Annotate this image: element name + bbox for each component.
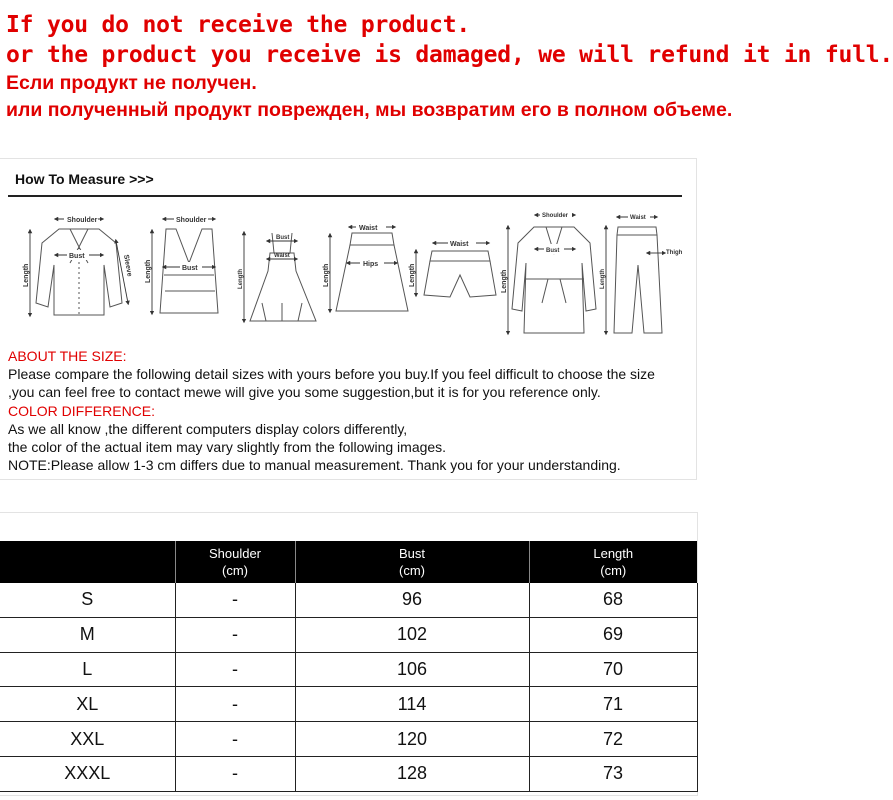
cell-size: M	[0, 617, 175, 652]
cell-bust: 96	[295, 583, 529, 617]
cell-shoulder: -	[175, 722, 295, 757]
cell-length: 72	[529, 722, 697, 757]
label-bust-6: Bust	[546, 248, 560, 254]
label-shoulder-1: Shoulder	[67, 217, 98, 224]
banner-line-2: or the product you receive is damaged, we will refund it in full.	[6, 42, 893, 68]
about-size-line-1: Please compare the following detail sizes with yours before you buy.If you feel difficult to choose the size	[8, 366, 655, 383]
cell-shoulder: -	[175, 583, 295, 617]
title-divider	[8, 195, 682, 197]
header-bust: Bust (cm)	[295, 541, 529, 583]
table-row	[0, 652, 697, 687]
cell-bust: 114	[295, 687, 529, 722]
color-difference-line-1: As we all know ,the different computers display colors differently,	[8, 420, 408, 437]
cell-size: XXL	[0, 722, 175, 757]
color-difference-heading: COLOR DIFFERENCE:	[8, 402, 156, 419]
measurement-diagrams	[4, 203, 694, 343]
cell-length: 68	[529, 583, 697, 617]
cell-size: XXXL	[0, 756, 175, 791]
label-shoulder-6: Shoulder	[542, 213, 569, 219]
label-bust-1: Bust	[69, 253, 85, 260]
refund-banner	[6, 10, 893, 124]
label-length-3: Length	[238, 269, 244, 289]
header-shoulder: Shoulder (cm)	[175, 541, 295, 583]
cell-length: 71	[529, 687, 697, 722]
skirt-diagram	[336, 233, 408, 311]
label-length-6: Length	[501, 269, 508, 293]
banner-line-3: Если продукт не получен.	[6, 72, 257, 94]
table-row	[0, 687, 697, 722]
label-thigh-7: Thigh	[666, 250, 683, 256]
label-length-1: Length	[23, 263, 30, 287]
cell-length: 69	[529, 617, 697, 652]
cell-shoulder: -	[175, 617, 295, 652]
cell-bust: 128	[295, 756, 529, 791]
label-length-7: Length	[600, 269, 606, 289]
shorts-diagram	[424, 251, 496, 297]
label-waist-4: Waist	[359, 225, 378, 232]
label-length-5: Length	[409, 263, 416, 287]
size-table	[0, 541, 698, 792]
how-to-measure-title: How To Measure >>>	[15, 171, 154, 187]
label-waist-7: Waist	[630, 215, 646, 221]
trousers-diagram	[614, 227, 662, 333]
about-size-heading: ABOUT THE SIZE:	[8, 348, 127, 364]
banner-line-4: или полученный продукт поврежден, мы возвратим его в полном объеме.	[6, 99, 733, 121]
cell-length: 70	[529, 652, 697, 687]
cell-bust: 120	[295, 722, 529, 757]
cell-bust: 106	[295, 652, 529, 687]
label-waist-5: Waist	[450, 241, 469, 248]
cell-shoulder: -	[175, 652, 295, 687]
label-bust-2: Bust	[182, 265, 198, 272]
cell-bust: 102	[295, 617, 529, 652]
header-size	[0, 541, 175, 583]
label-shoulder-2: Shoulder	[176, 217, 207, 224]
label-length-2: Length	[145, 259, 152, 283]
banner-line-1: If you do not receive the product.	[6, 12, 471, 38]
trench-coat-diagram	[512, 227, 596, 333]
table-row	[0, 756, 697, 791]
label-waist-3: Waist	[274, 253, 290, 259]
label-hips-4: Hips	[363, 261, 379, 268]
about-size-line-2: ,you can feel free to contact mewe will give you some suggestion,but it is for you reference only.	[8, 384, 601, 401]
cell-size: XL	[0, 687, 175, 722]
note-line: NOTE:Please allow 1-3 cm differs due to manual measurement. Thank you for your understanding.	[8, 457, 621, 474]
cell-length: 73	[529, 756, 697, 791]
header-length: Length (cm)	[529, 541, 697, 583]
cell-size: S	[0, 583, 175, 617]
camisole-dress-diagram	[250, 233, 316, 321]
blouse-diagram	[36, 229, 122, 315]
table-row	[0, 583, 697, 617]
size-notes	[8, 347, 693, 474]
cell-shoulder: -	[175, 756, 295, 791]
cell-size: L	[0, 652, 175, 687]
how-to-measure-panel	[0, 158, 697, 480]
table-header-row	[0, 541, 697, 583]
label-bust-3: Bust	[276, 235, 290, 241]
label-length-4: Length	[323, 263, 330, 287]
color-difference-line-2: the color of the actual item may vary slightly from the following images.	[8, 439, 447, 456]
table-row	[0, 617, 697, 652]
cell-shoulder: -	[175, 687, 295, 722]
table-row	[0, 722, 697, 757]
label-sleeve-1: Sleeve	[122, 254, 133, 278]
